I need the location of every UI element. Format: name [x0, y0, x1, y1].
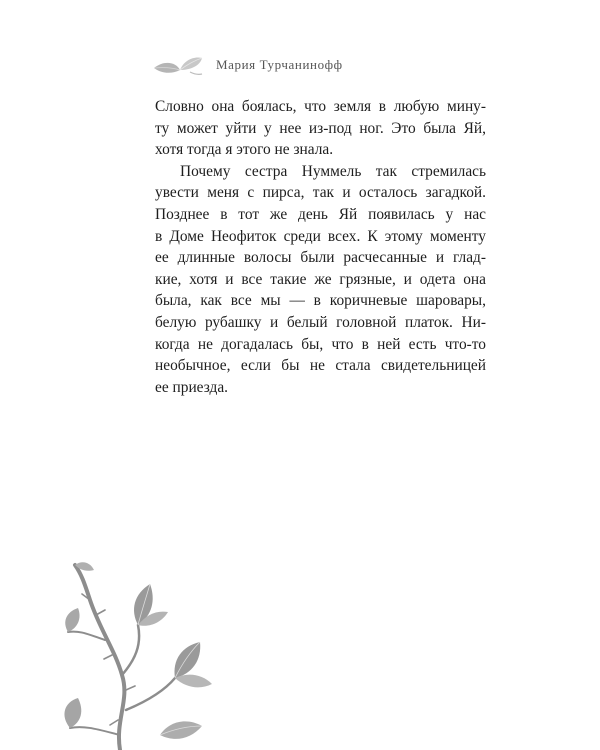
text-line: ее приезда. [155, 378, 229, 396]
text-line: белую рубашку и белый головной платок. Ни- [155, 313, 486, 331]
thorny-vine-icon [60, 560, 230, 750]
text-line: в Доме Неофиток среди всех. К этому моменту [155, 227, 486, 245]
text-line: ту может уйти у нее из-под ног. Это была Яй, [155, 119, 486, 137]
running-head-author: Мария Турчанинофф [216, 57, 343, 72]
text-line: увести меня с пирса, так и осталось загадкой. [155, 184, 486, 202]
text-line: кие, хотя и все такие же грязные, и одета она [155, 270, 486, 288]
text-line: была, как все мы — в коричневые шаровары, [155, 292, 486, 310]
paragraph [155, 161, 486, 399]
text-line: необычное, если бы не стала свидетельницей [155, 357, 486, 375]
text-line: ее длинные волосы были расчесанные и глад- [155, 249, 486, 267]
text-line: когда не догадалась бы, что в ней есть что-то [155, 335, 486, 353]
paragraph [155, 96, 486, 161]
text-line: хотя тогда я этого не знала. [155, 141, 334, 159]
body-text [155, 96, 486, 398]
text-line: Позднее в тот же день Яй появилась у нас [155, 205, 486, 223]
running-head [150, 50, 343, 80]
text-line: Почему сестра Нуммель так стремилась [180, 162, 486, 180]
text-line: Словно она боялась, что земля в любую мину- [155, 98, 486, 115]
leaf-ornament-icon [150, 50, 210, 80]
